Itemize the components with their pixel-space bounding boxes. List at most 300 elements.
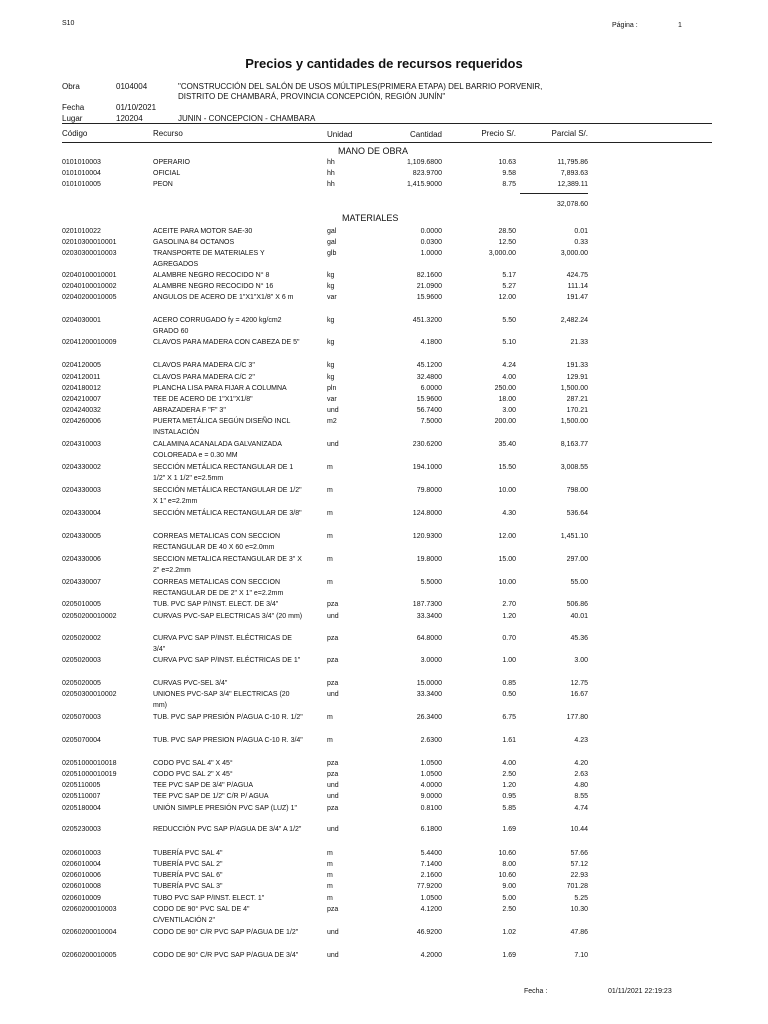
resource-name: TUB. PVC SAP P/INST. ELECT. DE 3/4"	[153, 601, 279, 608]
resource-name: TEE PVC SAP DE 1/2" C/R P/ AGUA	[153, 793, 269, 800]
resource-code: 02060200010004	[62, 929, 117, 936]
resource-unit: m	[327, 883, 333, 890]
resource-partial: 506.86	[566, 601, 588, 608]
resource-price: 10.00	[498, 579, 516, 586]
resource-name: CODO PVC SAL 2" X 45°	[153, 771, 233, 778]
lugar-name: JUNIN - CONCEPCION - CHAMBARA	[178, 114, 316, 123]
resource-code: 0204330007	[62, 579, 101, 586]
resource-quantity: 1,109.6800	[406, 159, 442, 166]
resource-name: TUBO PVC SAP P/INST. ELECT. 1"	[153, 895, 265, 902]
resource-name: TEE DE ACERO DE 1"X1"X1/8"	[153, 396, 253, 403]
resource-price: 4.30	[502, 510, 516, 517]
lugar-code: 120204	[116, 114, 143, 123]
resource-quantity: 120.9300	[412, 533, 442, 540]
resource-unit: m	[327, 737, 333, 744]
resource-name: TUB. PVC SAP PRESIÓN P/AGUA C-10 R. 1/2"	[153, 714, 303, 721]
resource-quantity: 2.6300	[420, 737, 442, 744]
resource-code: 0204120011	[62, 374, 101, 381]
resource-quantity: 0.0300	[420, 239, 442, 246]
resource-quantity: 33.3400	[416, 613, 442, 620]
resource-partial: 798.00	[566, 487, 588, 494]
resource-unit: m	[327, 579, 333, 586]
resource-price: 9.58	[502, 170, 516, 177]
system-code: S10	[62, 20, 75, 27]
resource-price: 10.63	[498, 159, 516, 166]
obra-code: 0104004	[116, 82, 148, 91]
resource-partial: 4.80	[574, 782, 588, 789]
col-codigo: Código	[62, 129, 88, 138]
header-divider-bottom	[62, 142, 712, 143]
resource-unit: und	[327, 952, 339, 959]
resource-quantity: 9.0000	[420, 793, 442, 800]
resource-partial: 0.01	[574, 228, 588, 235]
resource-quantity: 1,415.9000	[406, 181, 442, 188]
resource-name: PLANCHA LISA PARA FIJAR A COLUMNA	[153, 385, 287, 392]
resource-code: 02060200010003	[62, 906, 117, 913]
resource-unit: m	[327, 895, 333, 902]
resource-price: 3.00	[502, 407, 516, 414]
resource-code: 0204330005	[62, 533, 101, 540]
fecha-label: Fecha	[62, 103, 85, 112]
resource-unit: pza	[327, 760, 339, 767]
resource-quantity: 6.1800	[420, 826, 442, 833]
resource-unit: pza	[327, 601, 339, 608]
resource-unit: hh	[327, 181, 335, 188]
resource-partial: 3.00	[574, 657, 588, 664]
resource-price: 0.95	[502, 793, 516, 800]
resource-partial: 2,482.24	[560, 317, 588, 324]
resource-name: CODO DE 90° C/R PVC SAP P/AGUA DE 1/2"	[153, 929, 299, 936]
resource-name: TUB. PVC SAP PRESION P/AGUA C-10 R. 3/4"	[153, 737, 303, 744]
resource-partial: 1,451.10	[560, 533, 588, 540]
resource-unit: var	[327, 396, 337, 403]
resource-quantity: 187.7300	[412, 601, 442, 608]
resource-name: UNIONES PVC-SAP 3/4" ELECTRICAS (20 mm)	[153, 691, 290, 709]
resource-price: 1.02	[502, 929, 516, 936]
resource-quantity: 5.4400	[420, 850, 442, 857]
resource-price: 15.50	[498, 464, 516, 471]
resource-name: CORREAS METALICAS CON SECCION RECTANGULAR DE DE 2" X 1" e=2.2mm	[153, 579, 284, 597]
resource-quantity: 79.8000	[416, 487, 442, 494]
resource-unit: m	[327, 872, 333, 879]
resource-code: 0101010004	[62, 170, 101, 177]
section-materiales: MATERIALES	[342, 213, 399, 223]
page-number: 1	[678, 22, 682, 29]
resource-unit: und	[327, 793, 339, 800]
resource-price: 4.24	[502, 362, 516, 369]
resource-name: TEE PVC SAP DE 3/4" P/AGUA	[153, 782, 254, 789]
resource-unit: pza	[327, 680, 339, 687]
resource-quantity: 15.9600	[416, 294, 442, 301]
resource-partial: 11,795.86	[557, 159, 588, 166]
resource-unit: pza	[327, 657, 339, 664]
resource-price: 5.50	[502, 317, 516, 324]
resource-partial: 5.25	[574, 895, 588, 902]
resource-name: SECCIÓN METÁLICA RECTANGULAR DE 1/2" X 1" e=2.2mm	[153, 487, 302, 505]
resource-partial: 22.93	[570, 872, 588, 879]
resource-price: 28.50	[498, 228, 516, 235]
resource-price: 5.85	[502, 805, 516, 812]
resource-code: 0204240032	[62, 407, 101, 414]
resource-name: TUBERÍA PVC SAL 2"	[153, 861, 223, 868]
resource-name: CURVA PVC SAP P/INST. ELÉCTRICAS DE 1"	[153, 657, 301, 664]
resource-partial: 2.63	[574, 771, 588, 778]
resource-quantity: 15.0000	[416, 680, 442, 687]
resource-code: 02050200010002	[62, 613, 117, 620]
resource-code: 02010300010001	[62, 239, 117, 246]
resource-price: 0.70	[502, 635, 516, 642]
resource-name: CURVAS PVC-SEL 3/4"	[153, 680, 228, 687]
resource-price: 1.69	[502, 826, 516, 833]
resource-price: 10.60	[498, 850, 516, 857]
resource-price: 1.20	[502, 613, 516, 620]
resource-partial: 3,008.55	[560, 464, 588, 471]
resource-unit: m	[327, 487, 333, 494]
resource-unit: pza	[327, 906, 339, 913]
resource-unit: und	[327, 613, 339, 620]
resource-partial: 287.21	[566, 396, 588, 403]
resource-price: 5.27	[502, 283, 516, 290]
resource-price: 10.00	[498, 487, 516, 494]
resource-partial: 191.47	[566, 294, 588, 301]
resource-unit: und	[327, 782, 339, 789]
resource-quantity: 7.1400	[420, 861, 442, 868]
resource-partial: 4.74	[574, 805, 588, 812]
resource-partial: 4.20	[574, 760, 588, 767]
resource-name: REDUCCIÓN PVC SAP P/AGUA DE 3/4" A 1/2"	[153, 826, 302, 833]
resource-code: 02040100010001	[62, 272, 117, 279]
resource-price: 12.50	[498, 239, 516, 246]
resource-quantity: 124.8000	[412, 510, 442, 517]
resource-unit: hh	[327, 159, 335, 166]
resource-name: ACEITE PARA MOTOR SAE-30	[153, 228, 253, 235]
resource-quantity: 5.5000	[420, 579, 442, 586]
section-mano-de-obra: MANO DE OBRA	[338, 146, 409, 156]
resource-partial: 16.67	[570, 691, 588, 698]
lugar-label: Lugar	[62, 114, 83, 123]
resource-price: 15.00	[498, 556, 516, 563]
resource-unit: kg	[327, 272, 335, 279]
resource-partial: 129.91	[566, 374, 588, 381]
resource-price: 35.40	[498, 441, 516, 448]
resource-quantity: 19.8000	[416, 556, 442, 563]
resource-quantity: 26.3400	[416, 714, 442, 721]
resource-price: 9.00	[502, 883, 516, 890]
resource-partial: 12,389.11	[557, 181, 588, 188]
resource-unit: m	[327, 861, 333, 868]
resource-price: 6.75	[502, 714, 516, 721]
resource-code: 0205230003	[62, 826, 101, 833]
resource-code: 0206010006	[62, 872, 101, 879]
resource-partial: 0.33	[574, 239, 588, 246]
resource-price: 8.00	[502, 861, 516, 868]
resource-name: OPERARIO	[153, 159, 190, 166]
resource-code: 0205110007	[62, 793, 101, 800]
resource-code: 0205110005	[62, 782, 101, 789]
resource-partial: 1,500.00	[560, 385, 588, 392]
obra-name-line2: DISTRITO DE CHAMBARÁ, PROVINCIA CONCEPCIÓN, REGIÓN JUNÍN"	[178, 92, 446, 101]
resource-unit: pza	[327, 635, 339, 642]
resource-unit: pza	[327, 771, 339, 778]
resource-code: 0204030001	[62, 317, 101, 324]
resource-name: CURVAS PVC-SAP ELECTRICAS 3/4" (20 mm)	[153, 613, 303, 620]
resource-partial: 424.75	[566, 272, 588, 279]
resource-price: 2.50	[502, 906, 516, 913]
resource-unit: und	[327, 407, 339, 414]
resource-quantity: 0.8100	[420, 805, 442, 812]
resource-quantity: 451.3200	[412, 317, 442, 324]
resource-partial: 701.28	[566, 883, 588, 890]
resource-unit: m	[327, 850, 333, 857]
col-precio: Precio S/.	[481, 129, 516, 138]
resource-partial: 10.30	[570, 906, 588, 913]
resource-code: 02051000010019	[62, 771, 117, 778]
resource-code: 0205010005	[62, 601, 101, 608]
resource-partial: 40.01	[570, 613, 588, 620]
resource-code: 0206010009	[62, 895, 101, 902]
resource-unit: kg	[327, 317, 335, 324]
resource-code: 02040200010005	[62, 294, 117, 301]
resource-partial: 45.36	[570, 635, 588, 642]
resource-code: 0206010004	[62, 861, 101, 868]
resource-quantity: 4.2000	[420, 952, 442, 959]
resource-price: 0.85	[502, 680, 516, 687]
resource-partial: 8,163.77	[560, 441, 588, 448]
resource-code: 0204210007	[62, 396, 101, 403]
resource-partial: 1,500.00	[560, 418, 588, 425]
resource-price: 1.61	[502, 737, 516, 744]
resource-price: 250.00	[494, 385, 516, 392]
resource-name: SECCION METALICA RECTANGULAR DE 3" X 2" e=2.2mm	[153, 556, 302, 574]
resource-code: 0204330003	[62, 487, 101, 494]
resource-quantity: 64.8000	[416, 635, 442, 642]
resource-code: 02041200010009	[62, 339, 117, 346]
resource-unit: glb	[327, 250, 337, 257]
resource-partial: 297.00	[566, 556, 588, 563]
resource-price: 10.60	[498, 872, 516, 879]
resource-quantity: 1.0500	[420, 760, 442, 767]
resource-unit: m2	[327, 418, 337, 425]
resource-name: ALAMBRE NEGRO RECOCIDO N° 8	[153, 272, 270, 279]
resource-name: PEON	[153, 181, 173, 188]
resource-partial: 111.14	[567, 283, 588, 290]
resource-partial: 177.80	[566, 714, 588, 721]
resource-partial: 8.55	[574, 793, 588, 800]
resource-price: 4.00	[502, 374, 516, 381]
resource-code: 0204260006	[62, 418, 101, 425]
col-unidad: Unidad	[327, 130, 353, 139]
resource-code: 02051000010018	[62, 760, 117, 767]
resource-unit: m	[327, 464, 333, 471]
resource-name: CLAVOS PARA MADERA C/C 3"	[153, 362, 255, 369]
resource-name: CODO DE 90° PVC SAL DE 4" C/VENTILACIÓN 2"	[153, 906, 250, 924]
resource-quantity: 33.3400	[416, 691, 442, 698]
resource-code: 0201010022	[62, 228, 101, 235]
resource-name: PUERTA METÁLICA SEGÚN DISEÑO INCL INSTALACIÓN	[153, 418, 291, 436]
resource-quantity: 230.6200	[412, 441, 442, 448]
resource-quantity: 4.1200	[420, 906, 442, 913]
resource-partial: 7,893.63	[560, 170, 588, 177]
resource-code: 0206010003	[62, 850, 101, 857]
resource-partial: 4.23	[574, 737, 588, 744]
fecha-value: 01/10/2021	[116, 103, 157, 112]
resource-code: 0204330006	[62, 556, 101, 563]
resource-quantity: 4.0000	[420, 782, 442, 789]
resource-unit: pln	[327, 385, 337, 392]
resource-partial: 12.75	[570, 680, 588, 687]
resource-partial: 21.33	[570, 339, 588, 346]
resource-partial: 57.12	[570, 861, 588, 868]
resource-code: 0101010003	[62, 159, 101, 166]
page-title: Precios y cantidades de recursos requeridos	[245, 56, 523, 71]
resource-code: 0205020002	[62, 635, 101, 642]
resource-name: CURVA PVC SAP P/INST. ELÉCTRICAS DE 3/4"	[153, 635, 292, 653]
obra-label: Obra	[62, 82, 80, 91]
resource-quantity: 4.1800	[420, 339, 442, 346]
mano-de-obra-subtotal: 32,078.60	[556, 201, 588, 208]
resource-price: 8.75	[502, 181, 516, 188]
resource-quantity: 82.1600	[416, 272, 442, 279]
resource-price: 18.00	[498, 396, 516, 403]
resource-price: 1.20	[502, 782, 516, 789]
resource-name: CLAVOS PARA MADERA C/C 2"	[153, 374, 255, 381]
obra-name-line1: "CONSTRUCCIÓN DEL SALÓN DE USOS MÚLTIPLES(PRIMERA ETAPA) DEL BARRIO PORVENIR,	[178, 82, 543, 91]
resource-name: CORREAS METALICAS CON SECCION RECTANGULAR DE 40 X 60 e=2.0mm	[153, 533, 281, 551]
resource-unit: und	[327, 826, 339, 833]
resource-unit: kg	[327, 362, 335, 369]
resource-name: ALAMBRE NEGRO RECOCIDO N° 16	[153, 283, 274, 290]
resource-unit: m	[327, 556, 333, 563]
resource-quantity: 46.9200	[416, 929, 442, 936]
col-parcial: Parcial S/.	[551, 129, 588, 138]
resource-partial: 3,000.00	[560, 250, 588, 257]
resource-name: UNIÓN SIMPLE PRESIÓN PVC SAP (LUZ) 1"	[153, 805, 297, 812]
resource-code: 02030300010003	[62, 250, 117, 257]
resource-name: SECCIÓN METÁLICA RECTANGULAR DE 3/8"	[153, 510, 302, 517]
resource-code: 0204310003	[62, 441, 101, 448]
subtotal-line	[520, 193, 588, 194]
resource-partial: 57.66	[570, 850, 588, 857]
resource-name: CODO DE 90° C/R PVC SAP P/AGUA DE 3/4"	[153, 952, 299, 959]
col-recurso: Recurso	[153, 129, 183, 138]
resource-name: OFICIAL	[153, 170, 181, 177]
resource-unit: hh	[327, 170, 335, 177]
resource-price: 5.10	[502, 339, 516, 346]
resource-partial: 191.33	[566, 362, 588, 369]
resource-price: 4.00	[502, 760, 516, 767]
resource-partial: 10.44	[570, 826, 588, 833]
resource-name: TUBERÍA PVC SAL 6"	[153, 872, 223, 879]
resource-name: TRANSPORTE DE MATERIALES Y AGREGADOS	[153, 250, 265, 268]
resource-name: TUBERÍA PVC SAL 4"	[153, 850, 223, 857]
footer-fecha-value: 01/11/2021 22:19:23	[608, 988, 672, 995]
resource-name: ACERO CORRUGADO fy = 4200 kg/cm2 GRADO 60	[153, 317, 282, 335]
resource-code: 02060200010005	[62, 952, 117, 959]
resource-unit: kg	[327, 283, 335, 290]
resource-unit: m	[327, 533, 333, 540]
resource-code: 0204180012	[62, 385, 101, 392]
resource-price: 3,000.00	[488, 250, 516, 257]
resource-quantity: 45.1200	[416, 362, 442, 369]
resource-price: 12.00	[498, 533, 516, 540]
resource-quantity: 3.0000	[420, 657, 442, 664]
resource-code: 0101010005	[62, 181, 101, 188]
resource-quantity: 15.9600	[416, 396, 442, 403]
resource-quantity: 6.0000	[420, 385, 442, 392]
resource-partial: 536.64	[566, 510, 588, 517]
resource-price: 0.50	[502, 691, 516, 698]
col-cantidad: Cantidad	[409, 130, 442, 139]
resource-quantity: 1.0500	[420, 771, 442, 778]
resource-code: 02040100010002	[62, 283, 117, 290]
resource-code: 0205070003	[62, 714, 101, 721]
resource-unit: kg	[327, 339, 335, 346]
page-label: Página :	[612, 22, 638, 29]
resource-quantity: 2.1600	[420, 872, 442, 879]
resource-unit: und	[327, 691, 339, 698]
resource-price: 1.69	[502, 952, 516, 959]
resource-quantity: 21.0900	[416, 283, 442, 290]
resource-quantity: 7.5000	[420, 418, 442, 425]
resource-quantity: 0.0000	[420, 228, 442, 235]
resource-code: 0204330002	[62, 464, 101, 471]
resource-unit: m	[327, 714, 333, 721]
resource-price: 5.17	[502, 272, 516, 279]
resource-unit: gal	[327, 228, 337, 235]
resource-name: CLAVOS PARA MADERA CON CABEZA DE 5"	[153, 339, 300, 346]
resource-name: ABRAZADERA F "F" 3"	[153, 407, 226, 414]
resource-code: 0205070004	[62, 737, 101, 744]
resource-quantity: 1.0500	[420, 895, 442, 902]
resource-name: TUBERÍA PVC SAL 3"	[153, 883, 223, 890]
resource-unit: gal	[327, 239, 337, 246]
footer-fecha-label: Fecha :	[524, 988, 548, 995]
resource-name: GASOLINA 84 OCTANOS	[153, 239, 235, 246]
resource-name: ANGULOS DE ACERO DE 1"X1"X1/8" X 6 m	[153, 294, 294, 301]
resource-price: 2.70	[502, 601, 516, 608]
resource-unit: m	[327, 510, 333, 517]
resource-name: CODO PVC SAL 4" X 45°	[153, 760, 233, 767]
resource-quantity: 32.4800	[416, 374, 442, 381]
resource-price: 200.00	[494, 418, 516, 425]
resource-partial: 170.21	[566, 407, 588, 414]
resource-quantity: 194.1000	[412, 464, 442, 471]
resource-unit: und	[327, 441, 339, 448]
resource-partial: 47.86	[570, 929, 588, 936]
resource-partial: 55.00	[570, 579, 588, 586]
resource-price: 5.00	[502, 895, 516, 902]
resource-code: 0206010008	[62, 883, 101, 890]
resource-code: 0205180004	[62, 805, 101, 812]
header-divider-top	[62, 123, 712, 124]
resource-price: 12.00	[498, 294, 516, 301]
resource-quantity: 77.9200	[416, 883, 442, 890]
resource-unit: und	[327, 929, 339, 936]
resource-quantity: 823.9700	[412, 170, 442, 177]
resource-code: 0204330004	[62, 510, 101, 517]
resource-price: 1.00	[502, 657, 516, 664]
resource-code: 0205020003	[62, 657, 101, 664]
resource-price: 2.50	[502, 771, 516, 778]
resource-partial: 7.10	[574, 952, 588, 959]
resource-name: SECCIÓN METÁLICA RECTANGULAR DE 1 1/2" X 1 1/2" e=2.5mm	[153, 464, 294, 482]
resource-name: CALAMINA ACANALADA GALVANIZADA COLOREADA e = 0.30 MM	[153, 441, 282, 459]
resource-code: 02050300010002	[62, 691, 117, 698]
resource-quantity: 1.0000	[420, 250, 442, 257]
resource-unit: kg	[327, 374, 335, 381]
resource-code: 0205020005	[62, 680, 101, 687]
resource-unit: pza	[327, 805, 339, 812]
